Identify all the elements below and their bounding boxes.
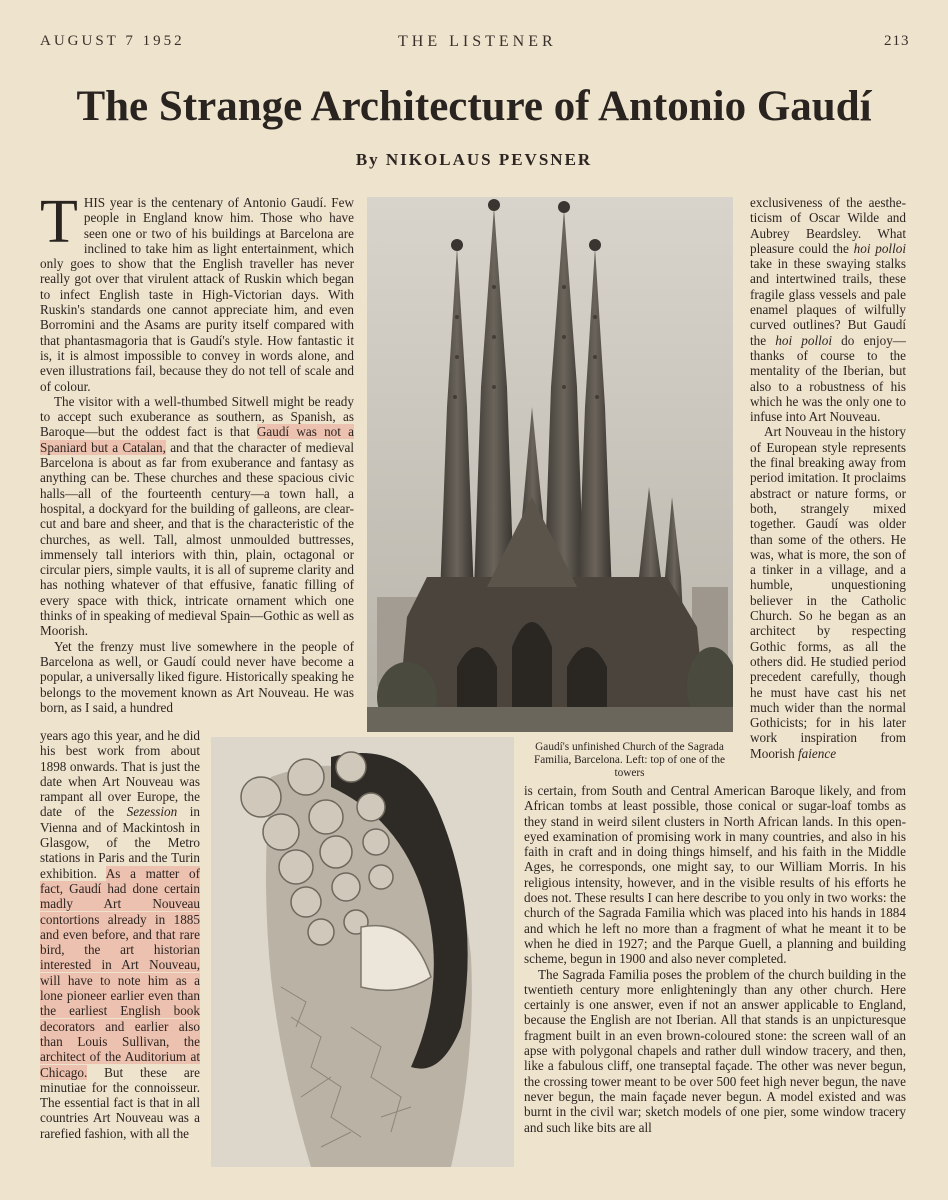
article-title: The Strange Architecture of Antonio Gaudí [76,83,872,130]
narrow-left-column: years ago this year, and he did his best work from about 1898 onwards. That is just the date when Art Nouveau was rampant all over Europe, the date of the Sezession in Vienna and of Mackintosh in Glasgow, of the Metro stations in Paris and the Turin exhibition. As a matter of fact, Gaudí had done certain madly Art Nouveau contortions already in 1885 and even before, and that rare bird, the art historian interested in Art Nouveau, will have to note him as a lone pioneer earlier even than the earliest English book decorators and earlier also than Louis Sullivan, the architect of the Auditorium at Chicago. But these are minutiae for the connoisseur. The essential fact is that in all countries Art Nouveau was a rarefied fashion, with all the [40,728,201,1141]
highlighted-text: Gaudí was not a Spaniard but a Catalan, [40,424,354,455]
paragraph-2: The visitor with a well-thumbed Sitwell might be ready to accept such exuberance as southern, as Spanish, as Baroque—but the oddest fact is that Gaudí was not a Spaniard but a Catalan, and that the character of medieval Barcelona is about as far from exuberance and fantasy as anything can be. These churches and these spacious civic halls—all of the fourteenth century—a town hall, a hospital, a dockyard for the building of galleons, are clear-cut and bare and sheer, and that is the characteristic of the churches, as well. Tall, almost unmoulded buttresses, immensely tall interiors with thin, plain, octagonal or circular piers, simple vaults, it is all of supreme clarity and has nothing whatever of that effusive, fanatic filling of every space with thick, intricate ornament which one thinks of in speaking of medieval Spain—Gothic as well as Moorish. [40,393,355,639]
left-text-column [40,188,355,715]
bottom-right-column: is certain, from South and Central American Baroque likely, and from African tombs at least possible, those conical or sugar-loaf tombs as they stand in weird silent clusters in North African lands. In this open-eyed examination of promising work in many countries, and also in his faith in craft and in doing things himself, and his faith in the Middle Ages, he corresponds, one might say, to our William Morris. In his religious intensity, however, and in the visible results of his efforts he does not. These results I can here describe to you only in two works: the church of the Sagrada Familia which was placed into his hands in 1884 and which he left no more than a fragment of what he meant it to be when he died in 1927; and the Parque Guell, a planning and building scheme, begun in 1900 and also never completed. The Sagrada Familia poses the problem of the church building in the twentieth century more enlighteningly than any other church. Here certainly is one answer, even if not an answer applicable to England, because the English are not Iberian. All that stands is an unpicturesque fragment built in an even brown-coloured stone: the screen wall of an apse with polygonal chapels and rather dull window tracery, and then, like a fabulous cliff, one transeptal façade. The other was never begun, the crossing tower meant to be over 500 feet high never begun, the nave never begun, the main façade never begun. A model existed and was burnt in the civil war; sketch models of one pier, some window tracery and such like bits are all [524,783,906,1135]
issue-date: AUGUST 7 1952 [40,33,185,49]
drop-cap: T [40,188,78,256]
page-number: 213 [884,33,910,49]
tower-detail-illustration [211,737,514,1167]
photo-caption: Gaudí's unfinished Church of the Sagrada Familia, Barcelona. Left: top of one of the towers [533,741,726,779]
right-text-column: exclusiveness of the aesthe- ticism of Oscar Wilde and Aubrey Beardsley. What pleasure could the hoi polloi take in these swaying stalks and intertwined trails, these fragile glass vessels and pale enamel plaques of wilfully curved outlines? But Gaudí the hoi polloi do enjoy—thanks of course to the mentality of the Iberian, but also to a robustness of his which he was the only one to infuse into Art Nouveau. Art Nouveau in the history of European style represents the final breaking away from period imitation. It proclaims abstract or nature forms, or both, strangely mixed together. Gaudí was older than some of the others. He was, what is more, the son of a tinker in a village, and a humble, unquestioning believer in the Catholic Church. So he began as an architect by respecting Gothic forms, as all the others did. He studied period precedent carefully, though he must have cast his net much wider than the normal Gothicists; for in his later work inspiration from Moorish faience [750,195,907,761]
paragraph-1: THIS year is the centenary of Antonio Gaudí. Few people in England know him. Those who have seen one or two of his buildings at Barcelona are inclined to take him as light entertainment, which only goes to show that the English traveller has never really got over that virulent attack of Ruskin which began to infect English taste in High-Victorian days. With Ruskin's standards one cannot appreciate him, and even Borromini and the Asams are purity itself compared with that phantasmagoria that is Gaudí's style. How fantastic it is, it is almost impossible to convey in words alone, and even illustrations fail, because they do not tell of scale and of colour. [40,188,354,394]
church-illustration [367,197,733,732]
paragraph-3: Yet the frenzy must live somewhere in the people of Barcelona as well, or Gaudí could never have become a popular, a universally liked figure. Historically speaking he belongs to the movement known as Art Nouveau. He was born, as I said, a hundred [40,638,354,715]
article-byline: By NIKOLAUS PEVSNER [355,150,593,169]
sagrada-familia-photo [367,197,733,732]
publication-name: THE LISTENER [398,33,557,50]
highlighted-text: As a matter of fact, Gaudí had done certain madly Art Nouveau contortions already in 1885 and even before, and that rare bird, the art historian interested in Art Nouveau, will have to note him as a lone pioneer earlier even than the earliest English book decorators and earlier also than Louis Sullivan, the architect of the Auditorium at Chicago. [40,865,200,1080]
tower-top-detail-photo [211,737,514,1167]
